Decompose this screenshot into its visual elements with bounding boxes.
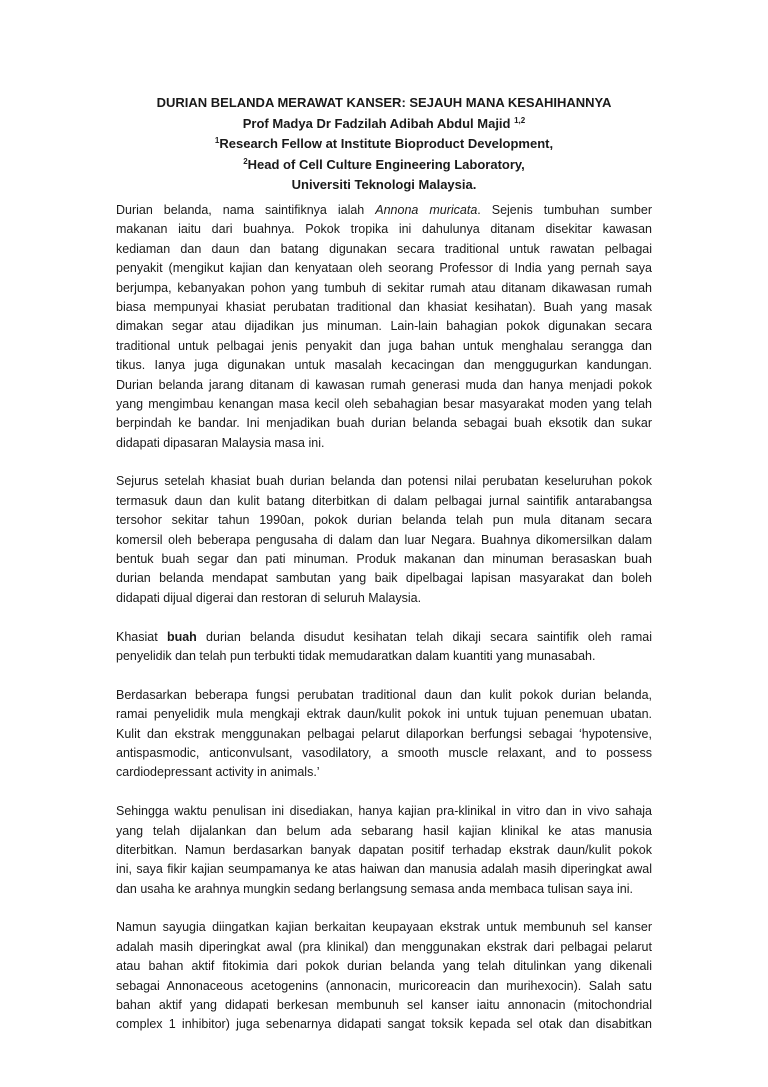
text-line: termasuk daun dan kulit batang diterbitkan di dalam pelbagai jurnal saintifik antarabangsa	[116, 493, 652, 508]
text-line: durian belanda mendapat sambutan yang baik dipelbagai lapisan masyarakat dan boleh	[116, 571, 652, 586]
text-segment: Khasiat	[116, 629, 167, 644]
paragraph-2	[116, 472, 652, 608]
paragraph-6	[116, 918, 652, 1034]
paragraph-5	[116, 802, 652, 899]
text-line: didapati dipasaran Malaysia masa ini.	[116, 435, 325, 450]
affiliation-2-text: Head of Cell Culture Engineering Laboratory,	[247, 156, 525, 172]
text-line: tersohor sekitar tahun 1990an, pokok durian belanda telah pun mula ditanam secara	[116, 513, 652, 528]
paragraph-4	[116, 686, 652, 783]
text-line	[116, 201, 652, 220]
text-line: cardiodepressant activity in animals.’	[116, 765, 320, 780]
affiliation-1-text: Research Fellow at Institute Bioproduct Development,	[219, 136, 554, 151]
affiliation-2-superscript: 2	[243, 156, 248, 166]
text-segment: Durian belanda, nama saintifiknya ialah	[116, 203, 376, 217]
text-line: didapati dijual digerai dan restoran di seluruh Malaysia.	[116, 590, 422, 605]
text-line: dan usaha ke arahnya mungkin sedang berlangsung semasa anda membaca tulisan saya ini.	[116, 881, 633, 896]
text-segment: . Sejenis tumbuhan sumber	[477, 203, 652, 217]
text-line: Sejurus setelah khasiat buah durian belanda dan potensi nilai perubatan keseluruhan pokok	[116, 474, 652, 489]
text-line	[116, 628, 652, 647]
affiliation-2	[0, 155, 768, 176]
text-line: complex 1 inhibitor) juga sebenarnya didapati sangat toksik kepada sel otak dan disabitkan	[116, 1017, 652, 1032]
text-line: ramai penyelidik mula mengkaji ektrak daun/kulit pokok ini untuk tujuan penemuan ubatan.	[116, 707, 652, 722]
text-line: berpindah ke bandar. Ini menjadikan buah durian belanda sebagai buah eksotik dan sukar	[116, 416, 652, 431]
text-line: ini, saya fikir kajian seumpamanya ke atas haiwan dan manusia adalah masih diperingkat awal	[116, 862, 652, 877]
text-line: berjumpa, kebanyakan pohon yang tumbuh di sekitar rumah atau ditanam dikawasan rumah	[116, 280, 652, 295]
text-line: Sehingga waktu penulisan ini disediakan, hanya kajian pra-klinikal in vitro dan in vivo sahaja	[116, 804, 652, 819]
document-header	[0, 93, 768, 196]
text-line: dimakan segar atau dijadikan jus minuman. Lain-lain bahagian pokok digunakan secara	[116, 319, 652, 334]
author-name: Prof Madya Dr Fadzilah Adibah Abdul Majid	[242, 115, 515, 131]
text-line: diterbitkan. Namun berdasarkan banyak dapatan positif terhadap ekstrak daun/kulit pokok	[116, 842, 652, 857]
text-line: yang mengimbau kenangan masa kecil oleh sebahagian besar masyarakat moden yang telah	[116, 396, 652, 411]
affiliation-1-superscript: 1	[214, 136, 220, 145]
text-line: Kulit dan ekstrak menggunakan pelbagai pelarut dilaporkan berfungsi sebagai ‘hypotensive,	[116, 726, 652, 741]
text-line: atau bahan aktif fitokimia dari pokok durian belanda yang telah ditulinkan yang dikenali	[116, 959, 652, 974]
text-line: bentuk buah segar dan pati minuman. Produk makanan dan minuman berasaskan buah	[116, 552, 652, 567]
paragraph-1	[116, 201, 652, 453]
text-line: sebagai Annonaceous acetogenins (annonacin, muricoreacin dan murihexocin). Salah satu	[116, 978, 652, 993]
text-line: adalah masih diperingkat awal (pra klinikal) dan menggunakan ekstrak dari pelbagai pelarut	[116, 939, 652, 954]
text-line: Durian belanda jarang ditanam di kawasan rumah generasi muda dan hanya menjadi pokok	[116, 377, 652, 392]
scientific-name: Annona muricata	[375, 203, 478, 217]
text-line: tikus. Ianya juga digunakan untuk masalah kecacingan dan menggugurkan kandungan.	[116, 358, 652, 373]
document-title: DURIAN BELANDA MERAWAT KANSER: SEJAUH MANA KESAHIHANNYA	[156, 95, 612, 110]
bold-word: buah	[166, 629, 197, 644]
author-superscript: 1,2	[514, 115, 526, 125]
text-line: bahan aktif yang didapati berkesan membunuh sel kanser iaitu annonacin (mitochondrial	[116, 998, 652, 1013]
text-line: penyelidik dan telah pun terbukti tidak memudaratkan dalam kuantiti yang munasabah.	[116, 648, 596, 663]
text-line: kediaman dan daun dan batang digunakan secara traditional untuk rawatan pelbagai	[116, 241, 652, 256]
text-line: yang telah dijalankan dan belum ada sebarang hasil kajian klinikal ke atas manusia	[116, 823, 652, 838]
text-segment: durian belanda disudut kesihatan telah dikaji secara saintifik oleh ramai	[196, 629, 653, 644]
author-line	[0, 114, 768, 135]
text-line: Berdasarkan beberapa fungsi perubatan traditional daun dan kulit pokok durian belanda,	[116, 687, 652, 702]
text-line: makanan iaitu dari buahnya. Pokok tropika ini dahulunya ditanam disekitar kawasan	[116, 222, 652, 237]
text-line: komersil oleh beberapa pengusaha di dalam dan luar Negara. Buahnya dikomersilkan dalam	[116, 532, 652, 547]
text-line: biasa mempunyai khasiat perubatan traditional dan khasiat kesihatan). Buah yang masak	[116, 299, 652, 314]
university: Universiti Teknologi Malaysia.	[291, 177, 477, 192]
document-body	[116, 201, 652, 1054]
text-line: Namun sayugia diingatkan kajian berkaitan keupayaan ekstrak untuk membunuh sel kanser	[116, 920, 652, 935]
text-line: traditional untuk pelbagai jenis penyakit dan juga bahan untuk menghalau serangga dan	[116, 338, 652, 353]
affiliation-1	[0, 134, 768, 155]
text-line: antispasmodic, anticonvulsant, vasodilatory, a smooth muscle relaxant, and to possess	[116, 745, 652, 760]
text-line: penyakit (mengikut kajian dan kenyataan oleh seorang Professor di India yang pernah saya	[116, 261, 652, 276]
paragraph-3	[116, 628, 652, 667]
